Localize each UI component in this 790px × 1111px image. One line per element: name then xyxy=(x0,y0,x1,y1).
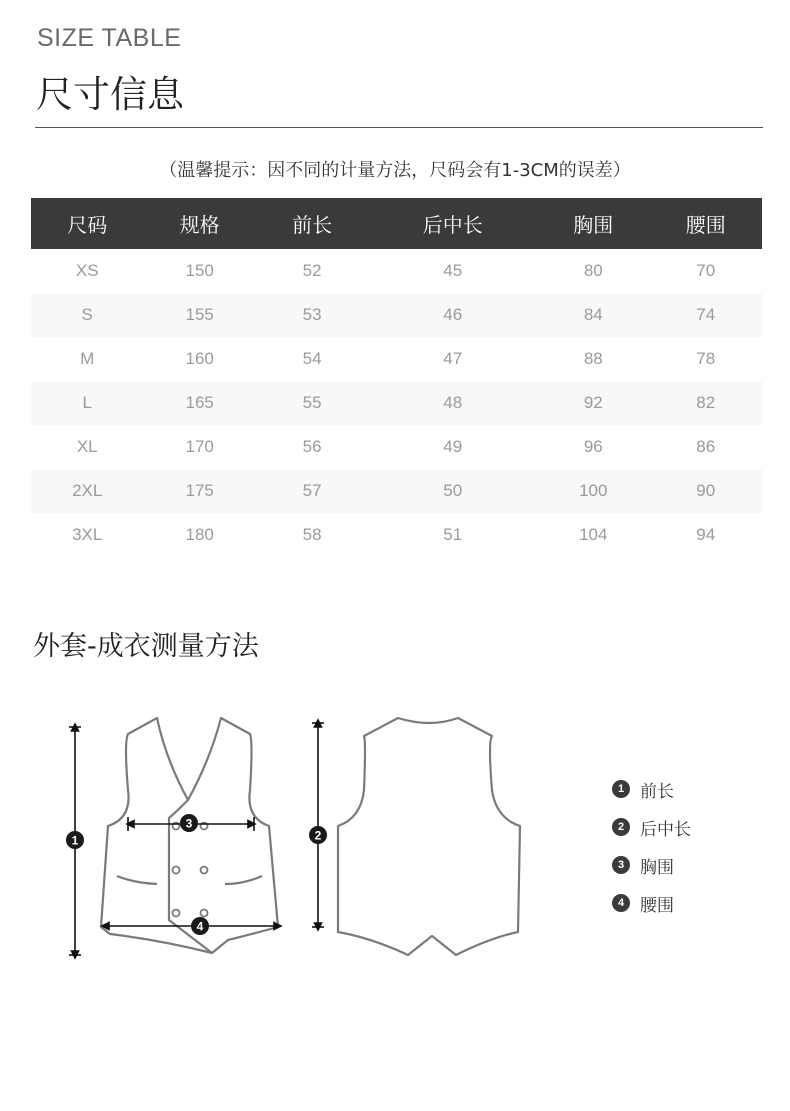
svg-text:3: 3 xyxy=(185,816,193,831)
table-cell: 150 xyxy=(185,261,214,280)
table-row xyxy=(31,469,762,513)
legend-number: 1 xyxy=(612,780,630,798)
legend-label: 胸围 xyxy=(640,857,674,878)
table-row xyxy=(31,513,762,557)
table-cell: 48 xyxy=(368,381,537,425)
vest-measurement-diagram xyxy=(0,700,560,970)
legend-label: 腰围 xyxy=(640,895,674,916)
table-cell: 100 xyxy=(537,469,649,513)
table-row xyxy=(31,293,762,337)
table-cell: 78 xyxy=(696,349,716,368)
table-cell: 47 xyxy=(443,349,463,368)
legend-label: 后中长 xyxy=(640,819,691,840)
table-cell: 88 xyxy=(583,349,603,368)
column-header: 腰围 xyxy=(650,198,763,249)
column-header: 尺码 xyxy=(31,198,143,249)
table-cell: 49 xyxy=(443,437,463,456)
marker-2 xyxy=(309,826,327,844)
table-cell: 90 xyxy=(650,469,763,513)
legend-item-waist xyxy=(612,884,691,922)
table-row xyxy=(31,381,762,425)
table-cell: 70 xyxy=(696,261,716,280)
divider xyxy=(35,127,763,128)
table-cell: L xyxy=(31,381,143,425)
svg-text:1: 1 xyxy=(71,833,79,848)
vest-back-outline xyxy=(338,718,520,955)
table-cell: 165 xyxy=(143,381,255,425)
legend-number: 4 xyxy=(612,894,630,912)
table-cell: 86 xyxy=(696,437,716,456)
table-cell: 58 xyxy=(302,525,322,544)
legend-label: 前长 xyxy=(640,781,674,802)
table-cell: 46 xyxy=(368,293,537,337)
size-table-subtitle: SIZE TABLE xyxy=(37,24,182,52)
legend-item-back-length xyxy=(612,808,691,846)
svg-text:4: 4 xyxy=(196,919,204,934)
table-cell: 92 xyxy=(537,381,649,425)
table-cell: 52 xyxy=(302,261,322,280)
column-header: 规格 xyxy=(143,198,255,249)
legend-number: 3 xyxy=(612,856,630,874)
table-cell: 45 xyxy=(443,261,463,280)
table-cell: 50 xyxy=(368,469,537,513)
column-header: 后中长 xyxy=(368,198,537,249)
table-cell: 94 xyxy=(696,525,716,544)
vest-front-outline xyxy=(101,718,278,953)
table-cell: 74 xyxy=(650,293,763,337)
table-cell: 170 xyxy=(185,437,214,456)
table-header-row xyxy=(31,198,762,249)
table-cell: 155 xyxy=(143,293,255,337)
measurement-legend xyxy=(612,770,691,922)
column-header: 前长 xyxy=(256,198,368,249)
table-cell: 57 xyxy=(256,469,368,513)
table-cell: M xyxy=(80,349,95,368)
legend-number: 2 xyxy=(612,818,630,836)
table-row xyxy=(31,425,762,469)
table-cell: 80 xyxy=(583,261,603,280)
table-cell: 82 xyxy=(650,381,763,425)
table-cell: XL xyxy=(76,437,98,456)
table-cell: 180 xyxy=(185,525,214,544)
marker-4 xyxy=(191,917,209,935)
table-cell: 84 xyxy=(537,293,649,337)
marker-3 xyxy=(180,814,198,832)
measure-section-title: 外套-成衣测量方法 xyxy=(33,631,259,662)
table-cell: 2XL xyxy=(31,469,143,513)
page-title: 尺寸信息 xyxy=(36,73,184,116)
table-row xyxy=(31,337,762,381)
table-cell: 53 xyxy=(256,293,368,337)
table-cell: 54 xyxy=(302,349,322,368)
table-cell: 56 xyxy=(302,437,322,456)
size-note: （温馨提示：因不同的计量方法，尺码会有1-3CM的误差） xyxy=(159,160,631,181)
table-cell: 3XL xyxy=(72,525,103,544)
table-cell: 55 xyxy=(256,381,368,425)
table-cell: S xyxy=(31,293,143,337)
marker-1 xyxy=(66,831,84,849)
column-header: 胸围 xyxy=(537,198,649,249)
table-cell: XS xyxy=(75,261,99,280)
table-cell: 96 xyxy=(583,437,603,456)
table-cell: 160 xyxy=(185,349,214,368)
table-cell: 104 xyxy=(579,525,608,544)
legend-item-chest xyxy=(612,846,691,884)
table-row xyxy=(31,249,762,293)
vest-buttons xyxy=(173,823,208,917)
table-cell: 51 xyxy=(443,525,463,544)
svg-text:2: 2 xyxy=(314,828,322,843)
table-cell: 175 xyxy=(143,469,255,513)
legend-item-front-length xyxy=(612,770,691,808)
size-table xyxy=(31,198,762,557)
